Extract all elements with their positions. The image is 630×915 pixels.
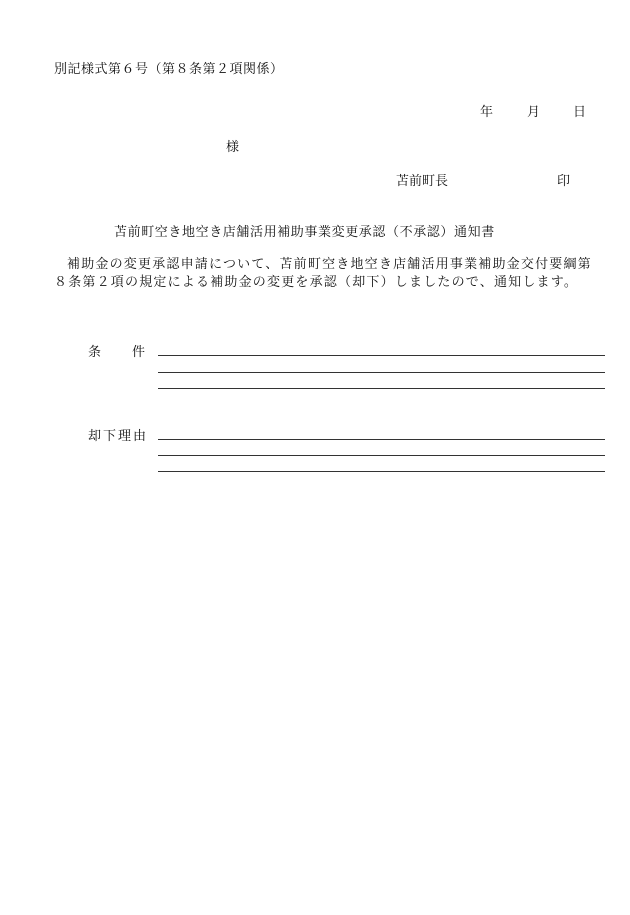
addressee-honorific: 様 <box>226 140 240 155</box>
date-year-label: 年 <box>480 105 494 120</box>
rejection-reason-line <box>158 455 605 456</box>
issuer-name: 苫前町長 <box>396 174 449 189</box>
rejection-reason-line <box>158 439 605 440</box>
date-month-label: 月 <box>527 105 541 120</box>
date-day-label: 日 <box>573 105 587 120</box>
document-title: 苫前町空き地空き店舗活用補助事業変更承認（不承認）通知書 <box>114 225 495 240</box>
conditions-label-first-char: 条 <box>88 345 102 360</box>
conditions-label-second-char: 件 <box>132 345 146 360</box>
conditions-line <box>158 388 605 389</box>
rejection-reason-line <box>158 471 605 472</box>
seal-mark: 印 <box>557 174 571 189</box>
conditions-line <box>158 355 605 356</box>
document-body: 補助金の変更承認申請について、苫前町空き地空き店舗活用事業補助金交付要綱第８条第２項の規定による補助金の変更を承認（却下）しましたので、通知します。 <box>54 257 592 290</box>
rejection-reason-label: 却下理由 <box>88 429 149 444</box>
form-number-label: 別記様式第６号（第８条第２項関係） <box>54 62 284 77</box>
conditions-line <box>158 372 605 373</box>
